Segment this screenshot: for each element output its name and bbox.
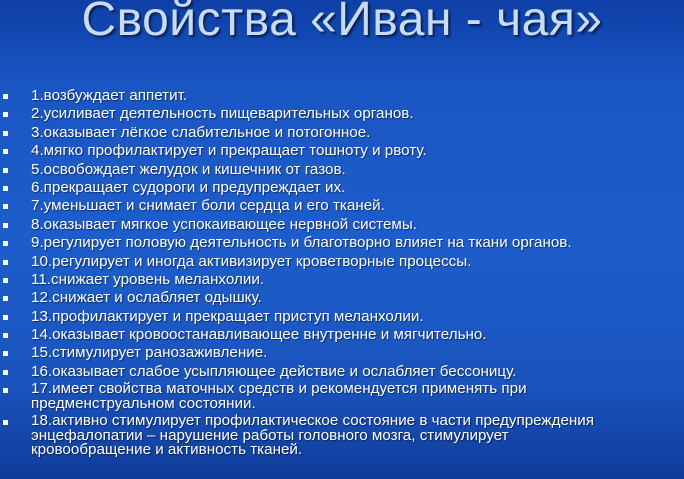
list-item-text: 7.уменьшает и снимает боли сердца и его тканей. — [31, 197, 385, 215]
list-item-text: 17.имеет свойства маточных средств и рекомендуется применять при предменструальном состоянии. — [31, 380, 527, 412]
bullet-icon — [3, 296, 8, 301]
list-item-text: 16.оказывает слабое усыпляющее действие и ослабляет бессоницу. — [31, 362, 517, 380]
list-item — [0, 235, 684, 251]
list-item — [0, 125, 684, 141]
list-item-text: 4.мягко профилактирует и прекращает тошноту и рвоту. — [31, 142, 427, 160]
bullet-icon — [3, 204, 8, 209]
list-item-text: 2.усиливает деятельность пищеварительных органов. — [31, 105, 414, 123]
list-item-text: 6.прекращает судороги и предупреждает их. — [31, 178, 346, 196]
bullet-icon — [3, 315, 8, 320]
list-item-text: 10.регулирует и иногда активизирует кроветворные процессы. — [31, 252, 472, 270]
list-item-text: 3.оказывает лёгкое слабительное и потогонное. — [31, 123, 371, 141]
list-item — [0, 106, 684, 122]
list-item — [0, 309, 684, 325]
bullet-icon — [3, 260, 8, 265]
list-item-text: 12.снижает и ослабляет одышку. — [31, 289, 262, 307]
bullet-icon — [3, 388, 8, 393]
bullet-icon — [3, 351, 8, 356]
bullet-icon — [3, 241, 8, 246]
bullet-icon — [3, 168, 8, 173]
list-item — [0, 198, 684, 214]
list-item — [0, 414, 684, 458]
bullet-icon — [3, 333, 8, 338]
properties-list — [0, 88, 684, 460]
list-item — [0, 217, 684, 233]
list-item-text: 15.стимулирует ранозаживление. — [31, 344, 268, 362]
slide-title: Свойства «Иван - чая» — [81, 0, 603, 46]
list-item — [0, 345, 684, 361]
list-item — [0, 290, 684, 306]
list-item-text: 14.оказывает кровоостанавливающее внутренне и мягчительно. — [31, 326, 487, 344]
list-item — [0, 180, 684, 196]
list-item-text: 9.регулирует половую деятельность и благотворно влияет на ткани органов. — [31, 234, 572, 252]
bullet-icon — [3, 186, 8, 191]
bullet-icon — [3, 94, 8, 99]
bullet-icon — [3, 112, 8, 117]
list-item — [0, 364, 684, 380]
list-item — [0, 382, 684, 411]
list-item-text: 1.возбуждает аппетит. — [31, 87, 188, 104]
list-item-text: 8.оказывает мягкое успокаивающее нервной системы. — [31, 215, 417, 233]
list-item-text: 18.активно стимулирует профилактическое состояние в части предупреждения энцефалопатии – нарушение работы головного мозга, стимулирует кровообращение и активность тканей. — [31, 412, 594, 459]
bullet-icon — [3, 131, 8, 136]
bullet-icon — [3, 370, 8, 375]
bullet-icon — [3, 223, 8, 228]
list-item — [0, 254, 684, 270]
list-item — [0, 88, 684, 104]
list-item — [0, 272, 684, 288]
bullet-icon — [3, 278, 8, 283]
bullet-icon — [3, 149, 8, 154]
bullet-icon — [3, 420, 8, 425]
list-item — [0, 327, 684, 343]
list-item-text: 13.профилактирует и прекращает приступ меланхолии. — [31, 307, 424, 325]
list-item-text: 11.снижает уровень меланхолии. — [31, 270, 265, 288]
list-item-text: 5.освобождает желудок и кишечник от газов. — [31, 160, 346, 178]
list-item — [0, 162, 684, 178]
list-item — [0, 143, 684, 159]
